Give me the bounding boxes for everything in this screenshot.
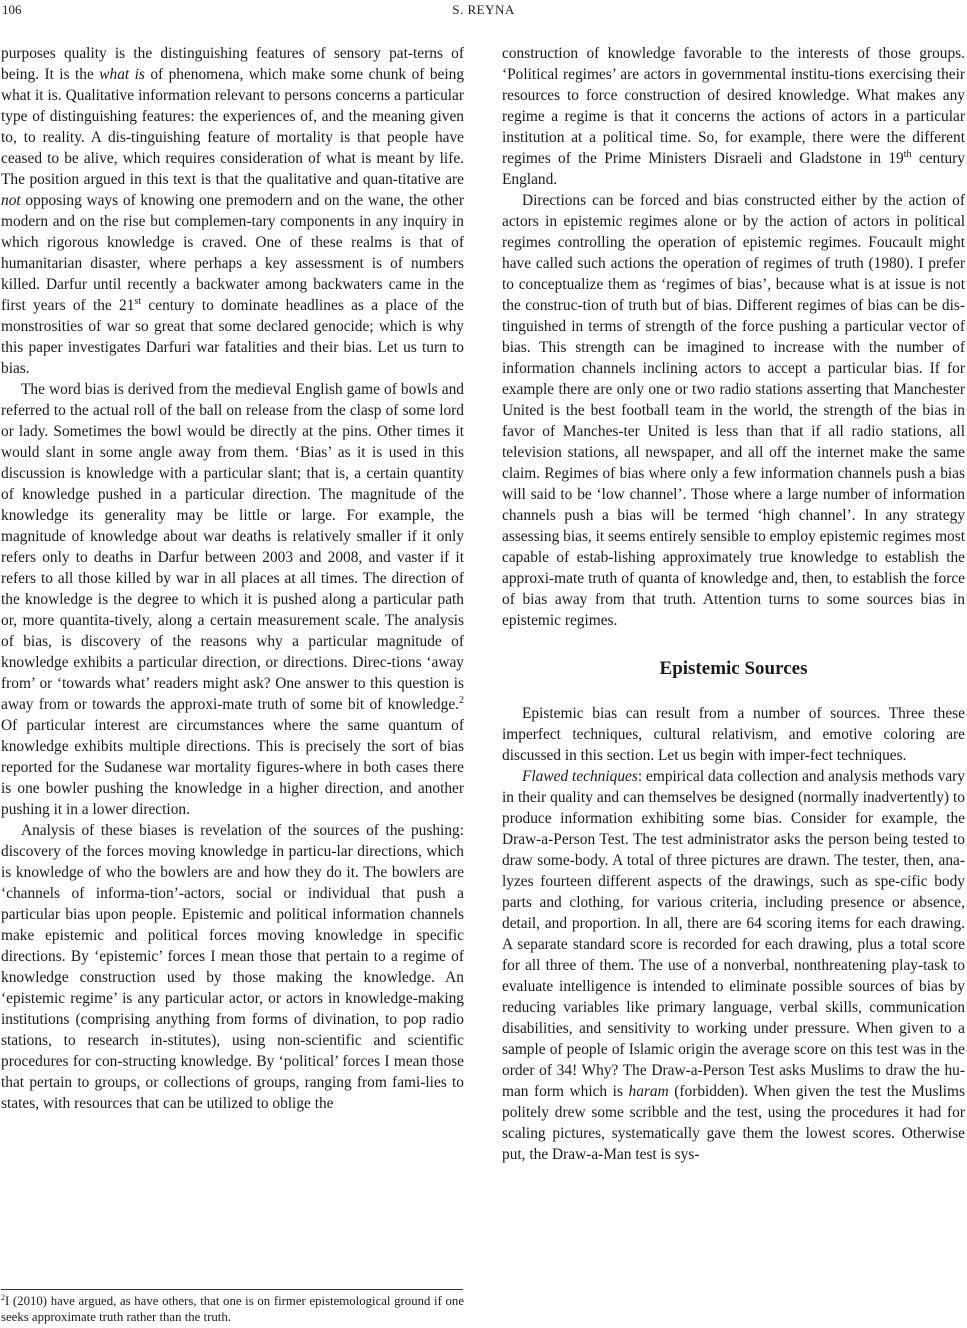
right-column [502,43,965,1165]
page-number: 106 [2,2,22,17]
footnote [1,1293,464,1325]
paragraph: Flawed techniques: empirical data collection and analysis methods vary in their quality and can themselves be designed (normally inadvertently) to produce information exhibiting some bias. Consider for example, the Draw-a-Person Test. The test administrator asks the person being tested to draw some-body. A total of three pictures are drawn. The tester, then, ana-lyzes fourteen different aspects of the drawings, such as spe-cific body parts and clothing, for various criteria, including presence or absence, detail, and proportion. In all, there are 64 scoring items for each drawing. A separate standard score is recorded for each drawing, plus a total score for all three of them. The use of a nonverbal, nonthreatening play-task to evaluate intelligence is intended to eliminate possible sources of bias by reducing variables like primary language, verbal skills, communication disabilities, and sensitivity to working under pressure. When given to a sample of people of Islamic origin the average score on this test was in the order of 34! Why? The Draw-a-Person Test asks Muslims to draw the hu-man form which is haram (forbidden). When given the test the Muslims politely drew some scribble and the test, using the procedures it had for scaling pictures, systematically gave them the lowest scores. Otherwise put, the Draw-a-Man test is sys- [502,768,966,1163]
footnote-divider [1,1289,463,1290]
running-head: S. REYNA [452,2,515,17]
page-header [0,0,967,24]
left-column [1,43,464,1114]
footnote-marker: 2 [1,1293,5,1302]
paragraph: construction of knowledge favorable to the interests of those groups. ‘Political regimes’ are actors in governmental institu-tions exercising their resources to force construction of desired knowledge. What makes any regime a regime is that it concerns the actions of actors in a particular institution at a political time. So, for example, there were the different regimes of the Prime Ministers Disraeli and Gladstone in 19th century England. [502,45,965,188]
paragraph: purposes quality is the distinguishing features of sensory pat-terns of being. It is the what is of phenomena, which make some chunk of being what it is. Qualitative information relevant to persons concerns a particular type of distinguishing features: the experiences of, and the meaning given to, to reality. A dis-tinguishing feature of mortality is that people have ceased to be alive, which requires consideration of what is meant by life. The position argued in this text is that the qualitative and quan-titative are not opposing ways of knowing one premodern and on the wane, the other modern and on the rise but complemen-tary components in any inquiry in which rigorous knowledge is craved. One of these realms is that of humanitarian disaster, where perhaps a key assessment is of numbers killed. Darfur until recently a backwater among backwaters came in the first years of the 21st century to dominate headlines as a place of the monstrosities of war so great that some declared genocide; which is why this paper investigates Darfuri war fatalities and their bias. Let us turn to bias. [1,45,465,377]
section-heading: Epistemic Sources [659,658,808,679]
footnote-reference: 2 [459,695,464,706]
paragraph: Directions can be forced and bias constructed either by the action of actors in epistemic regimes alone or by the action of actors in political regimes controlling the operation of epistemic regimes. Foucault might have called such actions the operation of regimes of truth (1980). I prefer to conceptualize them as ‘regimes of bias’, because what is at issue is not the construc-tion of truth but of bias. Different regimes of bias can be dis-tinguished in terms of strength of the force pushing a particular vector of bias. This strength can be imagined to increase with the number of information channels inclining actors to accept a particular bias. If for example there are only one or two radio stations asserting that Manchester United is the best football team in the world, the strength of the bias in favor of Manches-ter United is less than that if all radio stations, all television stations, all newspaper, and all off the internet make the same claim. Regimes of bias where only a few information channels push a bias will said to be ‘low channel’. Those where a large number of information channels push a bias will be termed ‘high channel’. In any strategy assessing bias, it seems entirely sensible to employ epistemic regimes most capable of estab-lishing approximately true knowledge to establish the approxi-mate truth of quanta of knowledge and, then, to establish the force of bias away from that truth. Attention turns to some sources bias in epistemic regimes. [502,192,965,629]
paragraph: The word bias is derived from the medieval English game of bowls and referred to the actual roll of the ball on release from the clasp of some lord or lady. Sometimes the bowl would be directly at the pins. Other times it would slant in some angle away from them. ‘Bias’ as it is used in this discussion is knowledge with a particular slant; that is, a certain quantity of knowledge pushed in a particular direction. The magnitude of the knowledge its generality may be little or large. For example, the magnitude of knowledge about war deaths is relatively smaller if it only refers only to deaths in Darfur between 2003 and 2008, and vaster if it refers to all those killed by war in all places at all times. The direction of the knowledge is the degree to which it is pushed along a particular path or, more quantita-tively, along a certain measurement scale. The analysis of bias, is discovery of the reasons why a particular magnitude of knowledge exhibits a particular direction, or directions. Direc-tions ‘away from’ or ‘towards what’ readers might ask? One answer to this question is away from or towards the approxi-mate truth of some bit of knowledge.$^2$ Of particular interest are circumstances where the same quantum of knowledge exhibits multiple directions. This is precisely the sort of bias reported for the Sudanese war mortality figures-where in both cases there is one bowler pushing the knowledge in a higher direction, and another pushing it in a lower direction. [1,381,464,818]
paragraph: Epistemic bias can result from a number of sources. Three these imperfect techniques, cultural relativism, and emotive coloring are discussed in this section. Let us begin with imper-fect techniques. [502,705,965,764]
paragraph: Analysis of these biases is revelation of the sources of the pushing: discovery of the forces moving knowledge in particu-lar directions, which is knowledge of who the bowlers are and how they do it. The bowlers are ‘channels of informa-tion’-actors, social or individual that push a particular bias upon people. Epistemic and political information channels make epistemic and political forces moving knowledge in specific directions. By ‘epistemic’ forces I mean those that pertain to a regime of knowledge construction used by those making the knowledge. An ‘epistemic regime’ is any particular actor, or actors in knowledge-making institutions (comprising anything from forms of divination, to pop radio stations, to research in-stitutes), using non-scientific and scientific procedures for con-structing knowledge. By ‘political’ forces I mean those that pertain to groups, or collections of groups, ranging from fami-lies to states, with resources that can be utilized to oblige the [1,822,464,1112]
footnote-text: I (2010) have argued, as have others, that one is on firmer epistemological ground if one seeks approximate truth rather than the truth. [1,1294,464,1324]
